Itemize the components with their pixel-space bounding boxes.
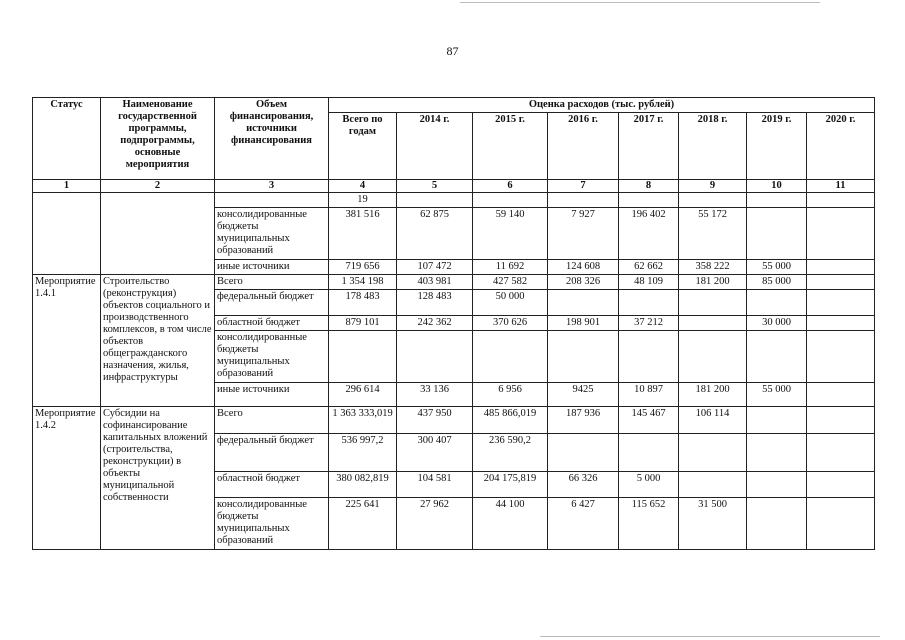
status-cell: Мероприятие 1.4.2	[33, 407, 101, 550]
value-cell: 107 472	[397, 260, 473, 275]
column-number: 3	[215, 180, 329, 193]
column-number: 9	[679, 180, 747, 193]
value-cell: 437 950	[397, 407, 473, 434]
header-volume: Объем финансирования, источники финансирования	[215, 98, 329, 180]
value-cell	[807, 434, 875, 472]
value-cell: 536 997,2	[329, 434, 397, 472]
column-number: 4	[329, 180, 397, 193]
value-cell: 879 101	[329, 316, 397, 331]
header-year-2020: 2020 г.	[807, 113, 875, 180]
value-cell: 50 000	[473, 290, 548, 316]
value-cell	[619, 193, 679, 208]
header-year-2014: 2014 г.	[397, 113, 473, 180]
value-cell: 381 516	[329, 208, 397, 260]
header-expenses: Оценка расходов (тыс. рублей)	[329, 98, 875, 113]
header-status: Статус	[33, 98, 101, 180]
value-cell	[747, 407, 807, 434]
value-cell	[807, 472, 875, 498]
column-number: 11	[807, 180, 875, 193]
value-cell	[747, 498, 807, 550]
value-cell	[619, 331, 679, 383]
value-cell: 358 222	[679, 260, 747, 275]
value-cell: 181 200	[679, 275, 747, 290]
source-cell: областной бюджет	[215, 472, 329, 498]
value-cell	[679, 193, 747, 208]
header-year-2016: 2016 г.	[548, 113, 619, 180]
value-cell: 85 000	[747, 275, 807, 290]
value-cell	[807, 193, 875, 208]
value-cell: 178 483	[329, 290, 397, 316]
value-cell: 5 000	[619, 472, 679, 498]
value-cell	[619, 434, 679, 472]
column-number: 2	[101, 180, 215, 193]
source-cell: консолидированные бюджеты муниципальных образований	[215, 331, 329, 383]
column-number: 7	[548, 180, 619, 193]
value-cell	[679, 290, 747, 316]
value-cell: 11 692	[473, 260, 548, 275]
value-cell: 10 897	[619, 383, 679, 407]
value-cell: 106 114	[679, 407, 747, 434]
value-cell: 187 936	[548, 407, 619, 434]
value-cell	[473, 193, 548, 208]
value-cell: 196 402	[619, 208, 679, 260]
value-cell: 62 662	[619, 260, 679, 275]
value-cell	[807, 260, 875, 275]
header-year-total: Всего по годам	[329, 113, 397, 180]
value-cell: 19	[329, 193, 397, 208]
value-cell	[548, 331, 619, 383]
value-cell	[747, 208, 807, 260]
value-cell: 7 927	[548, 208, 619, 260]
value-cell: 55 000	[747, 383, 807, 407]
value-cell	[548, 290, 619, 316]
value-cell: 719 656	[329, 260, 397, 275]
value-cell: 44 100	[473, 498, 548, 550]
value-cell: 1 363 333,019	[329, 407, 397, 434]
value-cell	[747, 434, 807, 472]
value-cell: 27 962	[397, 498, 473, 550]
source-cell: Всего	[215, 407, 329, 434]
scan-edge-artifact	[540, 636, 880, 637]
header-year-2015: 2015 г.	[473, 113, 548, 180]
value-cell	[329, 331, 397, 383]
value-cell	[679, 434, 747, 472]
value-cell: 104 581	[397, 472, 473, 498]
value-cell: 181 200	[679, 383, 747, 407]
value-cell: 296 614	[329, 383, 397, 407]
status-cell: Мероприятие 1.4.1	[33, 275, 101, 407]
value-cell: 124 608	[548, 260, 619, 275]
column-number: 10	[747, 180, 807, 193]
value-cell	[747, 290, 807, 316]
activity-name-cell: Субсидии на софинансирование капитальных вложений (строительства, реконструкции) в объекты муниципальной собственности	[101, 407, 215, 550]
source-cell: Всего	[215, 275, 329, 290]
value-cell: 236 590,2	[473, 434, 548, 472]
value-cell	[807, 290, 875, 316]
value-cell	[397, 193, 473, 208]
table-row	[33, 407, 875, 434]
header-year-2017: 2017 г.	[619, 113, 679, 180]
header-name: Наименование государственной программы, подпрограммы, основные мероприятия	[101, 98, 215, 180]
value-cell	[807, 275, 875, 290]
value-cell: 485 866,019	[473, 407, 548, 434]
source-cell: областной бюджет	[215, 316, 329, 331]
value-cell: 30 000	[747, 316, 807, 331]
value-cell: 1 354 198	[329, 275, 397, 290]
value-cell: 242 362	[397, 316, 473, 331]
value-cell	[807, 316, 875, 331]
value-cell: 198 901	[548, 316, 619, 331]
source-cell: иные источники	[215, 383, 329, 407]
value-cell: 208 326	[548, 275, 619, 290]
value-cell	[807, 498, 875, 550]
value-cell: 37 212	[619, 316, 679, 331]
value-cell: 9425	[548, 383, 619, 407]
activity-name-cell: Строительство (реконструкция) объектов социального и производственного комплексов, в том числе объектов общегражданского назначения, жилья, инфраструктуры	[101, 275, 215, 407]
source-cell: консолидированные бюджеты муниципальных образований	[215, 208, 329, 260]
value-cell	[473, 331, 548, 383]
column-number: 8	[619, 180, 679, 193]
source-cell: иные источники	[215, 260, 329, 275]
column-number: 6	[473, 180, 548, 193]
value-cell	[619, 290, 679, 316]
value-cell: 380 082,819	[329, 472, 397, 498]
source-cell: федеральный бюджет	[215, 434, 329, 472]
page-number: 87	[446, 44, 459, 58]
financing-table	[32, 97, 875, 550]
table-row	[33, 193, 875, 208]
value-cell: 48 109	[619, 275, 679, 290]
value-cell: 31 500	[679, 498, 747, 550]
column-number: 1	[33, 180, 101, 193]
value-cell: 6 427	[548, 498, 619, 550]
column-number: 5	[397, 180, 473, 193]
value-cell: 6 956	[473, 383, 548, 407]
value-cell	[548, 434, 619, 472]
value-cell: 204 175,819	[473, 472, 548, 498]
status-cell-empty	[33, 193, 101, 275]
value-cell	[747, 193, 807, 208]
value-cell: 300 407	[397, 434, 473, 472]
value-cell	[397, 331, 473, 383]
value-cell	[807, 383, 875, 407]
value-cell: 427 582	[473, 275, 548, 290]
scan-edge-artifact	[460, 2, 820, 3]
value-cell	[807, 208, 875, 260]
table-row	[33, 275, 875, 290]
source-cell	[215, 193, 329, 208]
header-year-2019: 2019 г.	[747, 113, 807, 180]
value-cell: 225 641	[329, 498, 397, 550]
value-cell: 55 000	[747, 260, 807, 275]
value-cell: 59 140	[473, 208, 548, 260]
value-cell: 62 875	[397, 208, 473, 260]
value-cell	[548, 193, 619, 208]
value-cell: 55 172	[679, 208, 747, 260]
value-cell	[679, 316, 747, 331]
source-cell: федеральный бюджет	[215, 290, 329, 316]
value-cell	[747, 331, 807, 383]
value-cell	[747, 472, 807, 498]
source-cell: консолидированные бюджеты муниципальных образований	[215, 498, 329, 550]
value-cell	[679, 472, 747, 498]
header-year-2018: 2018 г.	[679, 113, 747, 180]
value-cell	[807, 407, 875, 434]
value-cell	[679, 331, 747, 383]
value-cell: 370 626	[473, 316, 548, 331]
name-cell-empty	[101, 193, 215, 275]
value-cell: 33 136	[397, 383, 473, 407]
column-number-row	[33, 180, 875, 193]
value-cell: 145 467	[619, 407, 679, 434]
value-cell	[807, 331, 875, 383]
value-cell: 66 326	[548, 472, 619, 498]
value-cell: 115 652	[619, 498, 679, 550]
value-cell: 403 981	[397, 275, 473, 290]
value-cell: 128 483	[397, 290, 473, 316]
